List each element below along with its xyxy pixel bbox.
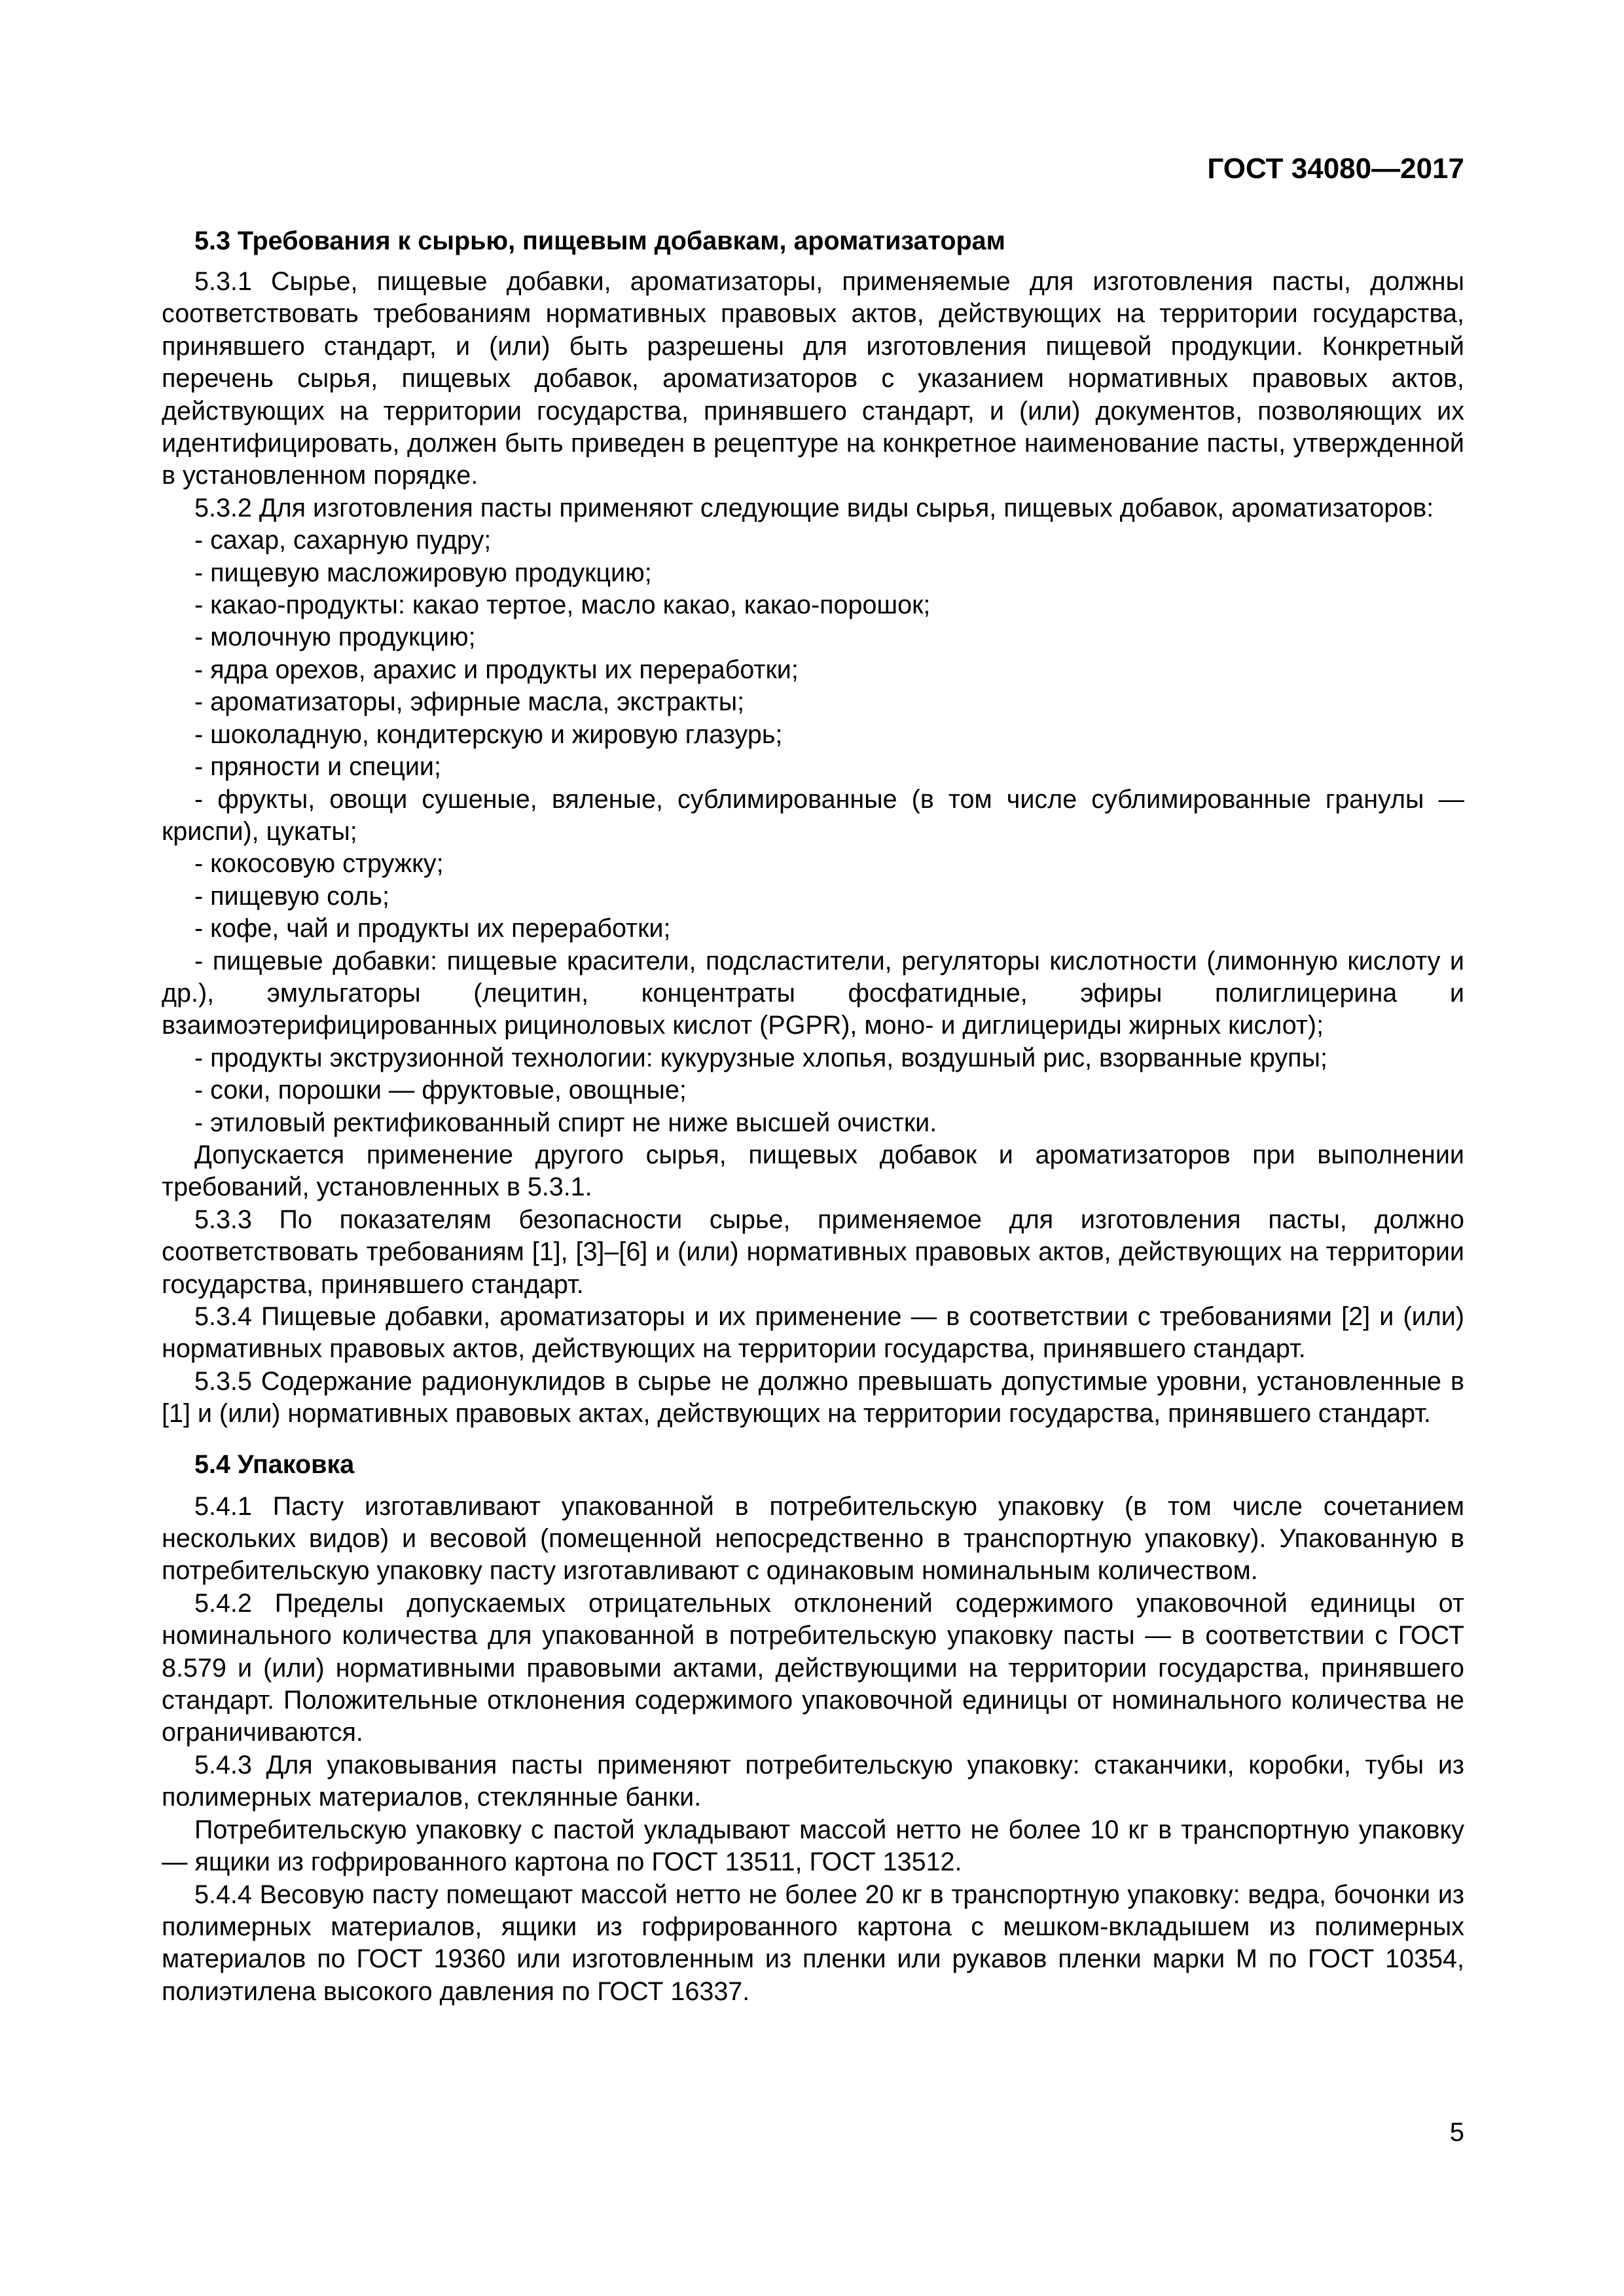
list-item: - соки, порошки — фруктовые, овощные; (194, 1076, 687, 1105)
list-item: - ароматизаторы, эфирные масла, экстракты; (194, 687, 745, 717)
paragraph-5-3-1: 5.3.1 Сырье, пищевые добавки, ароматизаторы, применяемые для изготовления пасты, должны соответствовать требованиям нормативных правовых актов, действующих на территории государства, принявшего стандарт, и (или) быть разрешены для изготовления пищевой продукции. Конкретный перечень сырья, пищевых добавок, ароматизаторов с указанием нормативных правовых актов, действующих на территории государства, принявшего стандарт, и (или) документов, позволяющих их идентифицировать, должен быть приведен в рецептуре на конкретное наименование пасты, утвержденной в установленном порядке. (162, 267, 1464, 490)
paragraph-5-4-1: 5.4.1 Пасту изготавливают упакованной в потребительскую упаковку (в том числе сочетанием нескольких видов) и весовой (помещенной непосредственно в транспортную упаковку). Упакованную в потребительскую упаковку пасту изготавливают с одинаковым номинальным количеством. (162, 1491, 1464, 1586)
list-item: - пищевую соль; (194, 881, 389, 911)
paragraph-5-4-3: 5.4.3 Для упаковывания пасты применяют потребительскую упаковку: стаканчики, коробки, тубы из полимерных материалов, стеклянные банки. (162, 1750, 1464, 1812)
section-title-5-3: 5.3 Требования к сырью, пищевым добавкам, ароматизаторам (194, 227, 1005, 255)
list-item: - молочную продукцию; (194, 623, 476, 652)
paragraph-5-3-3: 5.3.3 По показателям безопасности сырье, применяемое для изготовления пасты, должно соответствовать требованиям [1], [3]–[6] и (или) нормативных правовых актов, действующих на территории государства, принявшего стандарт. (162, 1205, 1464, 1299)
raw-materials-list (162, 524, 1464, 1139)
list-item: - пищевую масложировую продукцию; (194, 558, 652, 587)
section-title-5-4: 5.4 Упаковка (194, 1449, 355, 1479)
list-item: - кофе, чай и продукты их переработки; (194, 914, 671, 943)
paragraph-5-3-5: 5.3.5 Содержание радионуклидов в сырье не должно превышать допустимые уровни, установленные в [1] и (или) нормативных правовых актах, действующих на территории государства, принявшего стандарт. (162, 1366, 1464, 1429)
list-item: - продукты экструзионной технологии: кукурузные хлопья, воздушный рис, взорванные крупы; (194, 1043, 1327, 1072)
list-item: - фрукты, овощи сушеные, вяленые, сублимированные (в том числе сублимированные гранулы — криспи), цукаты; (162, 784, 1464, 846)
paragraph-5-4-4: 5.4.4 Весовую пасту помещают массой нетто не более 20 кг в транспортную упаковку: ведра, бочонки из полимерных материалов, ящики из гофрированного картона с мешком-вкладышем из полимерных материалов по ГОСТ 19360 или изготовленным из пленки или рукавов пленки марки М по ГОСТ 10354, полиэтилена высокого давления по ГОСТ 16337. (162, 1880, 1464, 2006)
list-item: - сахар, сахарную пудру; (194, 526, 492, 555)
list-item: - кокосовую стружку; (194, 849, 444, 879)
list-item: - пищевые добавки: пищевые красители, подсластители, регуляторы кислотности (лимонную кислоту и др.), эмульгаторы (лецитин, концентраты фосфатидные, эфиры полиглицерина и взаимоэтерифицированных рициноловых кислот (PGPR), моно- и диглицериды жирных кислот); (162, 946, 1464, 1040)
list-item: - шоколадную, кондитерскую и жировую глазурь; (194, 720, 783, 749)
page-content (162, 223, 1464, 2008)
paragraph-allowed: Допускается применение другого сырья, пищевых добавок и ароматизаторов при выполнении требований, установленных в 5.3.1. (162, 1140, 1464, 1202)
list-item: - этиловый ректификованный спирт не ниже высшей очистки. (194, 1108, 937, 1137)
paragraph-5-3-2: 5.3.2 Для изготовления пасты применяют следующие виды сырья, пищевых добавок, ароматизаторов: (194, 493, 1434, 522)
standard-designation: ГОСТ 34080—2017 (1207, 153, 1464, 185)
paragraph-consumer-packaging: Потребительскую упаковку с пастой укладывают массой нетто не более 10 кг в транспортную упаковку — ящики из гофрированного картона по ГОСТ 13511, ГОСТ 13512. (162, 1815, 1464, 1877)
page-number: 5 (1449, 2118, 1464, 2147)
paragraph-5-4-2: 5.4.2 Пределы допускаемых отрицательных отклонений содержимого упаковочной единицы от номинального количества для упакованной в потребительскую упаковку пасты — в соответствии с ГОСТ 8.579 и (или) нормативными правовыми актами, действующими на территории государства, принявшего стандарт. Положительные отклонения содержимого упаковочной единицы от номинального количества не ограничиваются. (162, 1588, 1464, 1747)
list-item: - какао-продукты: какао тертое, масло какао, какао-порошок; (194, 591, 931, 620)
list-item: - ядра орехов, арахис и продукты их переработки; (194, 655, 799, 684)
paragraph-5-3-4: 5.3.4 Пищевые добавки, ароматизаторы и их применение — в соответствии с требованиями [2] и (или) нормативных правовых актов, действующих на территории государства, принявшего стандарт. (162, 1302, 1464, 1364)
list-item: - пряности и специи; (194, 752, 441, 782)
